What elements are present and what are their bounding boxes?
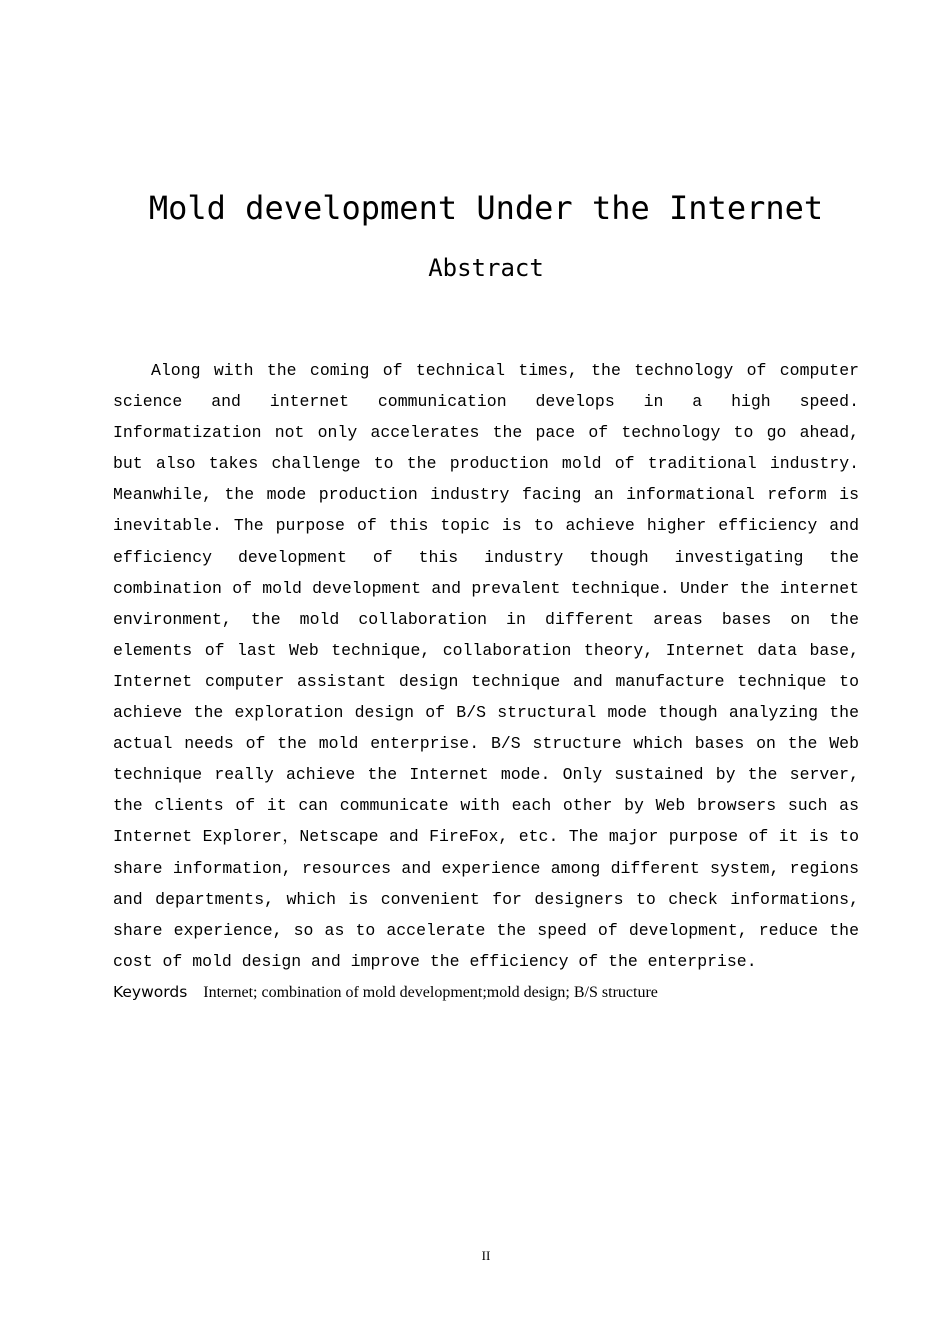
section-heading-abstract: Abstract: [428, 254, 544, 282]
keywords-label: Keywords: [113, 983, 188, 1001]
keywords-text: Internet; combination of mold development;mold design; B/S structure: [203, 984, 658, 1001]
abstract-paragraph: Along with the coming of technical times, the technology of computer science and internet communication develops in a high speed. Informatization not only accelerates the pace of technology to go ahead, but also takes challenge to the production mold of traditional industry. Meanwhile, the mode production industry facing an informational reform is inevitable. The purpose of this topic is to achieve higher efficiency and efficiency development of this industry though investigating the combination of mold development and prevalent technique. Under the internet environment, the mold collaboration in different areas bases on the elements of last Web technique, collaboration theory, Internet data base, Internet computer assistant design technique and manufacture technique to achieve the exploration design of B/S structural mode though analyzing the actual needs of the mold enterprise. B/S structure which bases on the Web technique really achieve the Internet mode. Only sustained by the server, the clients of it can communicate with each other by Web browsers such as Internet Explorer，Netscape and FireFox, etc. The major purpose of it is to share information, resources and experience among different system, regions and departments, which is convenient for designers to check informations, share experience, so as to accelerate the speed of development, reduce the cost of mold design and improve the efficiency of the enterprise.: [113, 361, 859, 971]
document-title: Mold development Under the Internet: [148, 189, 824, 227]
page-number: II: [481, 1248, 491, 1263]
keywords-line: [113, 980, 859, 1005]
